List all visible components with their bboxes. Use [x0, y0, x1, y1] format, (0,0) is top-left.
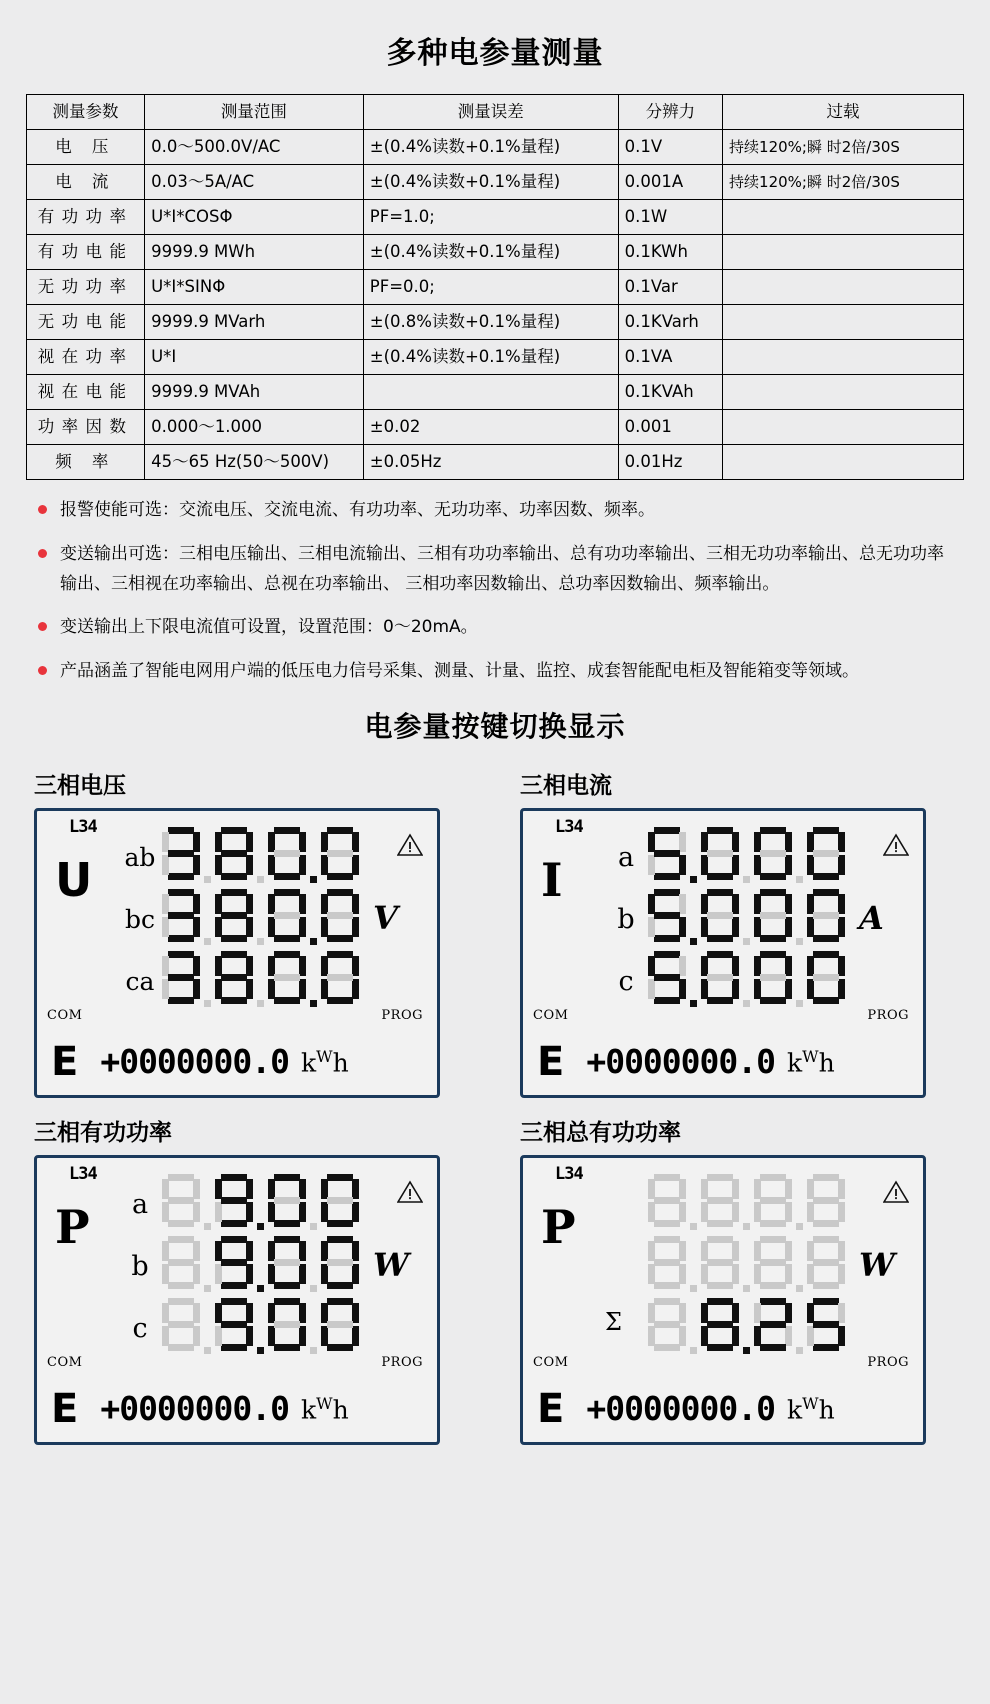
- digit-row: [161, 949, 398, 1011]
- quantity-symbol: U: [55, 852, 93, 907]
- decimal-point: [690, 1285, 697, 1292]
- decimal-point: [796, 1000, 803, 1007]
- seven-segment-digit: [267, 950, 307, 1004]
- seven-segment-digit: [647, 950, 687, 1004]
- seven-segment-digit: [806, 826, 846, 880]
- seven-segment-digit: [700, 950, 740, 1004]
- decimal-point: [257, 1223, 264, 1230]
- seven-segment-digit: [161, 888, 201, 942]
- panel-label: 三相电压: [34, 772, 126, 799]
- panel-row-bottom: [22, 1108, 968, 1445]
- cell-range: 9999.9 MWh: [145, 235, 364, 270]
- seven-segment-digit: [161, 950, 201, 1004]
- seven-segment-digit: [806, 950, 846, 1004]
- cell-range: U*I*SINΦ: [145, 270, 364, 305]
- section-title: 电参量按键切换显示: [364, 709, 626, 743]
- digit-field: [161, 1297, 363, 1356]
- cell-range: 0.03～5A/AC: [145, 165, 364, 200]
- cell-param: 视在电能: [27, 375, 145, 410]
- seven-segment-digit: [320, 1297, 360, 1351]
- cell-param: 无功功率: [27, 270, 145, 305]
- decimal-point: [743, 938, 750, 945]
- quantity-symbol: P: [55, 1199, 90, 1254]
- decimal-point: [743, 1285, 750, 1292]
- th-range: 测量范围: [145, 95, 364, 130]
- digit-field: [161, 950, 363, 1009]
- list-item: [34, 496, 960, 526]
- seven-segment-digit: [320, 1235, 360, 1289]
- decimal-point: [796, 876, 803, 883]
- lcd-panel-4: [508, 1108, 956, 1445]
- digit-field: [161, 1173, 363, 1232]
- seven-segment-digit: [267, 1173, 307, 1227]
- cell-overload: [723, 375, 964, 410]
- table-row: [27, 270, 964, 305]
- cell-resolution: 0.1VA: [618, 340, 722, 375]
- energy-symbol: E: [537, 1385, 565, 1432]
- energy-symbol: E: [537, 1038, 565, 1085]
- digit-row: [161, 825, 398, 887]
- decimal-point: [204, 1285, 211, 1292]
- th-overload: 过载: [723, 95, 964, 130]
- digit-row: [647, 825, 884, 887]
- digit-row: [647, 1234, 895, 1296]
- lcd-display: [34, 808, 440, 1098]
- cell-resolution: 0.001: [618, 410, 722, 445]
- seven-segment-digit: [267, 1235, 307, 1289]
- decimal-point: [204, 876, 211, 883]
- table-row: [27, 340, 964, 375]
- prog-indicator: PROG: [381, 1354, 423, 1370]
- seven-segment-digit: [214, 888, 254, 942]
- phase-labels: [117, 827, 163, 1013]
- seven-segment-digit: [806, 888, 846, 942]
- seven-segment-digit: [700, 1173, 740, 1227]
- decimal-point: [743, 1000, 750, 1007]
- th-resolution: 分辨力: [618, 95, 722, 130]
- decimal-point: [690, 876, 697, 883]
- seven-segment-digit: [161, 1297, 201, 1351]
- cell-resolution: 0.1Var: [618, 270, 722, 305]
- bullet-text: 产品涵盖了智能电网用户端的低压电力信号采集、测量、计量、监控、成套智能配电柜及智能箱变等领域。: [60, 661, 859, 681]
- energy-line: [537, 1039, 913, 1085]
- table-row: [27, 130, 964, 165]
- digit-field: [161, 826, 363, 885]
- panel-row-top: [22, 761, 968, 1098]
- unit-label: W: [859, 1245, 895, 1284]
- cell-param: 有功电能: [27, 235, 145, 270]
- cell-range: 0.0～500.0V/AC: [145, 130, 364, 165]
- digit-rows: [161, 825, 398, 1011]
- phase-label: c: [132, 1312, 148, 1344]
- unit-label: A: [859, 898, 884, 937]
- decimal-point: [257, 876, 264, 883]
- table-row: [27, 200, 964, 235]
- bullet-dot-icon: [38, 622, 47, 631]
- table-row: [27, 305, 964, 340]
- decimal-point: [204, 938, 211, 945]
- table-header-row: [27, 95, 964, 130]
- seven-segment-digit: [161, 826, 201, 880]
- decimal-point: [204, 1223, 211, 1230]
- cell-error: ±0.05Hz: [363, 445, 618, 480]
- cell-param: 功率因数: [27, 410, 145, 445]
- digit-rows: [647, 1172, 895, 1358]
- seven-segment-digit: [214, 1297, 254, 1351]
- phase-label: bc: [124, 904, 155, 934]
- cell-resolution: 0.01Hz: [618, 445, 722, 480]
- decimal-point: [310, 1285, 317, 1292]
- digit-field: [647, 888, 849, 947]
- phase-label: ca: [125, 966, 155, 996]
- digit-row: [647, 949, 884, 1011]
- seven-segment-digit: [320, 950, 360, 1004]
- digit-rows: [647, 825, 884, 1011]
- digit-field: [647, 1297, 849, 1356]
- seven-segment-digit: [320, 1173, 360, 1227]
- com-indicator: COM: [47, 1007, 83, 1023]
- seven-segment-digit: [214, 1235, 254, 1289]
- panel-label: 三相电流: [520, 772, 612, 799]
- com-indicator: COM: [533, 1007, 569, 1023]
- l34-indicator: L34: [555, 1163, 583, 1184]
- energy-value: +0000000.0: [100, 1389, 290, 1429]
- decimal-point: [690, 1223, 697, 1230]
- cell-overload: [723, 445, 964, 480]
- lcd-display: [34, 1155, 440, 1445]
- digit-rows: [161, 1172, 409, 1358]
- seven-segment-digit: [806, 1235, 846, 1289]
- seven-segment-digit: [753, 888, 793, 942]
- table-row: [27, 375, 964, 410]
- decimal-point: [796, 1285, 803, 1292]
- list-item: [34, 613, 960, 643]
- unit-label: V: [373, 898, 398, 937]
- list-item: [34, 540, 960, 600]
- decimal-point: [310, 876, 317, 883]
- cell-error: ±(0.4%读数+0.1%量程): [363, 235, 618, 270]
- lcd-panel-1: [22, 761, 470, 1098]
- table-row: [27, 410, 964, 445]
- cell-overload: [723, 200, 964, 235]
- panel-label: 三相总有功功率: [520, 1119, 681, 1146]
- cell-overload: [723, 410, 964, 445]
- decimal-point: [690, 938, 697, 945]
- seven-segment-digit: [267, 826, 307, 880]
- decimal-point: [796, 1347, 803, 1354]
- cell-range: 9999.9 MVarh: [145, 305, 364, 340]
- decimal-point: [690, 1000, 697, 1007]
- digit-row: [161, 1296, 409, 1358]
- decimal-point: [204, 1000, 211, 1007]
- seven-segment-digit: [806, 1297, 846, 1351]
- seven-segment-digit: [753, 826, 793, 880]
- cell-overload: 持续120%;瞬 时2倍/30S: [723, 165, 964, 200]
- digit-row: [161, 887, 398, 949]
- digit-field: [647, 950, 849, 1009]
- table-row: [27, 235, 964, 270]
- cell-resolution: 0.1KVAh: [618, 375, 722, 410]
- seven-segment-digit: [647, 1173, 687, 1227]
- seven-segment-digit: [647, 1235, 687, 1289]
- seven-segment-digit: [647, 888, 687, 942]
- seven-segment-digit: [320, 888, 360, 942]
- th-param: 测量参数: [27, 95, 145, 130]
- phase-labels: [117, 1174, 163, 1360]
- cell-error: ±(0.4%读数+0.1%量程): [363, 165, 618, 200]
- decimal-point: [310, 1223, 317, 1230]
- th-error: 测量误差: [363, 95, 618, 130]
- prog-indicator: PROG: [381, 1007, 423, 1023]
- cell-overload: [723, 235, 964, 270]
- energy-symbol: E: [51, 1038, 79, 1085]
- seven-segment-digit: [161, 1235, 201, 1289]
- table-row: [27, 445, 964, 480]
- cell-range: U*I: [145, 340, 364, 375]
- bullet-dot-icon: [38, 505, 47, 514]
- decimal-point: [796, 938, 803, 945]
- cell-error: ±(0.4%读数+0.1%量程): [363, 130, 618, 165]
- cell-param: 频 率: [27, 445, 145, 480]
- seven-segment-digit: [753, 1235, 793, 1289]
- seven-segment-digit: [700, 1297, 740, 1351]
- phase-label: a: [617, 841, 635, 873]
- cell-error: PF=1.0;: [363, 200, 618, 235]
- warning-triangle-icon: [883, 833, 909, 857]
- cell-param: 无功电能: [27, 305, 145, 340]
- cell-overload: [723, 340, 964, 375]
- energy-line: [51, 1039, 427, 1085]
- cell-overload: [723, 305, 964, 340]
- digit-field: [647, 1235, 849, 1294]
- phase-label: c: [618, 965, 634, 997]
- energy-symbol: E: [51, 1385, 79, 1432]
- cell-resolution: 0.1KVarh: [618, 305, 722, 340]
- decimal-point: [257, 1285, 264, 1292]
- digit-row: [161, 1234, 409, 1296]
- phase-label: b: [617, 903, 635, 935]
- seven-segment-digit: [214, 1173, 254, 1227]
- decimal-point: [310, 1347, 317, 1354]
- quantity-symbol: I: [541, 852, 563, 907]
- prog-indicator: PROG: [867, 1354, 909, 1370]
- seven-segment-digit: [806, 1173, 846, 1227]
- cell-range: 9999.9 MVAh: [145, 375, 364, 410]
- cell-param: 电 流: [27, 165, 145, 200]
- seven-segment-digit: [700, 888, 740, 942]
- decimal-point: [743, 1347, 750, 1354]
- energy-value: +0000000.0: [586, 1389, 776, 1429]
- decimal-point: [743, 1223, 750, 1230]
- lcd-display: [520, 1155, 926, 1445]
- decimal-point: [743, 876, 750, 883]
- cell-error: ±(0.4%读数+0.1%量程): [363, 340, 618, 375]
- lcd-panels: [0, 761, 990, 1445]
- energy-value: +0000000.0: [100, 1042, 290, 1082]
- cell-resolution: 0.1W: [618, 200, 722, 235]
- decimal-point: [690, 1347, 697, 1354]
- l34-indicator: L34: [69, 816, 97, 837]
- cell-range: 0.000～1.000: [145, 410, 364, 445]
- decimal-point: [204, 1347, 211, 1354]
- seven-segment-digit: [161, 1173, 201, 1227]
- phase-label: [603, 1236, 649, 1298]
- bullet-dot-icon: [38, 549, 47, 558]
- cell-error: ±0.02: [363, 410, 618, 445]
- cell-overload: [723, 270, 964, 305]
- seven-segment-digit: [753, 1173, 793, 1227]
- phase-label: a: [131, 1188, 149, 1220]
- digit-field: [647, 1173, 849, 1232]
- l34-indicator: L34: [69, 1163, 97, 1184]
- cell-range: U*I*COSΦ: [145, 200, 364, 235]
- energy-value: +0000000.0: [586, 1042, 776, 1082]
- energy-line: [537, 1386, 913, 1432]
- cell-overload: 持续120%;瞬 时2倍/30S: [723, 130, 964, 165]
- cell-error: PF=0.0;: [363, 270, 618, 305]
- digit-field: [647, 826, 849, 885]
- lcd-display: [520, 808, 926, 1098]
- phase-label: [603, 1174, 649, 1236]
- decimal-point: [796, 1223, 803, 1230]
- panel-label: 三相有功功率: [34, 1119, 172, 1146]
- table-row: [27, 165, 964, 200]
- cell-param: 有功功率: [27, 200, 145, 235]
- cell-resolution: 0.001A: [618, 165, 722, 200]
- decimal-point: [310, 1000, 317, 1007]
- warning-triangle-icon: [397, 833, 423, 857]
- seven-segment-digit: [320, 826, 360, 880]
- cell-error: ±(0.8%读数+0.1%量程): [363, 305, 618, 340]
- digit-row: [647, 1296, 895, 1358]
- decimal-point: [257, 1000, 264, 1007]
- com-indicator: COM: [47, 1354, 83, 1370]
- unit-label: W: [373, 1245, 409, 1284]
- spec-table-wrap: [0, 94, 990, 480]
- digit-row: [647, 887, 884, 949]
- bullet-text: 报警使能可选：交流电压、交流电流、有功功率、无功功率、功率因数、频率。: [60, 500, 655, 520]
- prog-indicator: PROG: [867, 1007, 909, 1023]
- phase-label: ab: [124, 842, 156, 872]
- seven-segment-digit: [214, 826, 254, 880]
- energy-unit: $k^Wh$: [301, 1046, 349, 1077]
- phase-labels: [603, 827, 649, 1013]
- seven-segment-digit: [753, 950, 793, 1004]
- lcd-panel-3: [22, 1108, 470, 1445]
- bullet-text: 变送输出上下限电流值可设置，设置范围：0～20mA。: [60, 617, 478, 638]
- l34-indicator: L34: [555, 816, 583, 837]
- seven-segment-digit: [267, 1297, 307, 1351]
- com-indicator: COM: [533, 1354, 569, 1370]
- digit-field: [161, 888, 363, 947]
- energy-unit: $k^Wh$: [301, 1393, 349, 1424]
- decimal-point: [257, 938, 264, 945]
- seven-segment-digit: [700, 826, 740, 880]
- spec-table: [26, 94, 964, 480]
- cell-param: 电 压: [27, 130, 145, 165]
- seven-segment-digit: [700, 1235, 740, 1289]
- energy-unit: $k^Wh$: [787, 1046, 835, 1077]
- cell-param: 视在功率: [27, 340, 145, 375]
- digit-row: [647, 1172, 895, 1234]
- cell-resolution: 0.1V: [618, 130, 722, 165]
- seven-segment-digit: [267, 888, 307, 942]
- seven-segment-digit: [753, 1297, 793, 1351]
- quantity-symbol: P: [541, 1199, 576, 1254]
- bullet-list: [0, 480, 990, 687]
- digit-field: [161, 1235, 363, 1294]
- energy-line: [51, 1386, 427, 1432]
- seven-segment-digit: [647, 1297, 687, 1351]
- cell-resolution: 0.1KWh: [618, 235, 722, 270]
- energy-unit: $k^Wh$: [787, 1393, 835, 1424]
- cell-range: 45～65 Hz(50～500V): [145, 445, 364, 480]
- bullet-dot-icon: [38, 666, 47, 675]
- bullet-text: 变送输出可选：三相电压输出、三相电流输出、三相有功功率输出、总有功功率输出、三相无功功率输出、总无功功率输出、三相视在功率输出、总视在功率输出、 三相功率因数输出、总功率因数输出、频率输出。: [60, 543, 944, 594]
- decimal-point: [310, 938, 317, 945]
- sigma-indicator: Σ: [605, 1307, 622, 1336]
- decimal-point: [257, 1347, 264, 1354]
- seven-segment-digit: [214, 950, 254, 1004]
- digit-row: [161, 1172, 409, 1234]
- page-title: 多种电参量测量: [386, 36, 604, 71]
- list-item: [34, 657, 960, 687]
- seven-segment-digit: [647, 826, 687, 880]
- cell-error: [363, 375, 618, 410]
- lcd-panel-2: [508, 761, 956, 1098]
- phase-label: b: [131, 1250, 149, 1282]
